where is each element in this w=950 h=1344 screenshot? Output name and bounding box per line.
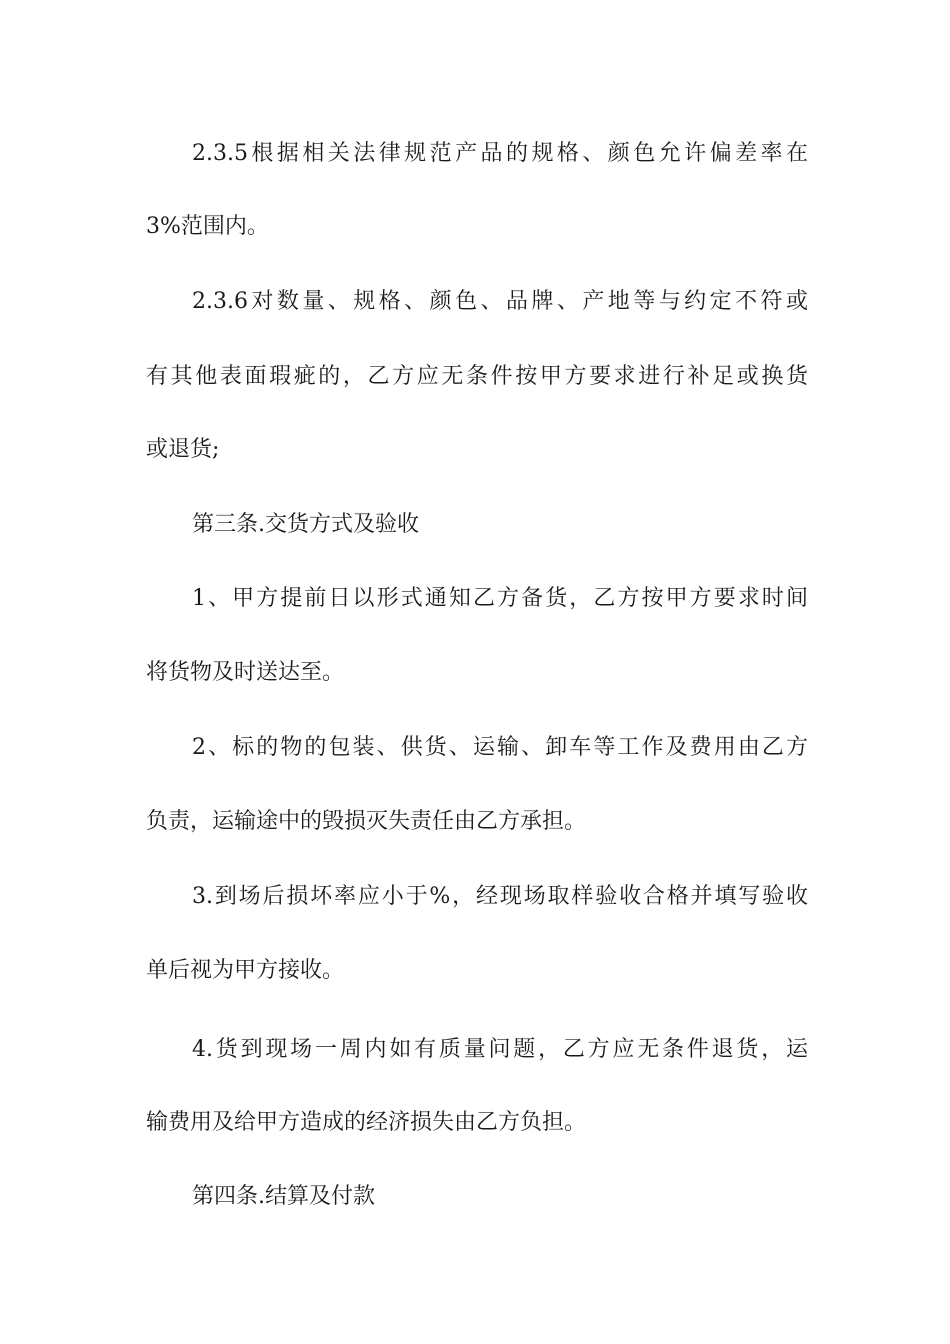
clause-2-3-6-line-2: 有其他表面瑕疵的，乙方应无条件按甲方要求进行补足或换货 — [146, 364, 808, 389]
article-3-item-2-line-1: 2、标的物的包装、供货、运输、卸车等工作及费用由乙方 — [192, 735, 808, 760]
clause-2-3-5-line-1: 2.3.5根据相关法律规范产品的规格、颜色允许偏差率在 — [192, 141, 808, 166]
clause-2-3-6-line-1: 2.3.6对数量、规格、颜色、品牌、产地等与约定不符或 — [192, 289, 808, 314]
clause-2-3-5-line-2: 3%范围内。 — [146, 214, 269, 239]
article-3-item-4-line-1: 4.货到现场一周内如有质量问题，乙方应无条件退货，运 — [192, 1037, 808, 1062]
article-3-heading: 第三条.交货方式及验收 — [192, 512, 419, 537]
clause-2-3-6-line-3: 或退货; — [146, 437, 220, 462]
article-3-item-1-line-2: 将货物及时送达至。 — [146, 660, 345, 685]
article-3-item-2-line-2: 负责，运输途中的毁损灭失责任由乙方承担。 — [146, 809, 587, 834]
article-3-item-3-line-1: 3.到场后损坏率应小于%，经现场取样验收合格并填写验收 — [192, 884, 808, 909]
article-3-item-1-line-1: 1、甲方提前日以形式通知乙方备货，乙方按甲方要求时间 — [192, 586, 808, 611]
article-4-heading: 第四条.结算及付款 — [192, 1184, 375, 1209]
article-3-item-3-line-2: 单后视为甲方接收。 — [146, 958, 345, 983]
article-3-item-4-line-2: 输费用及给甲方造成的经济损失由乙方负担。 — [146, 1110, 587, 1135]
